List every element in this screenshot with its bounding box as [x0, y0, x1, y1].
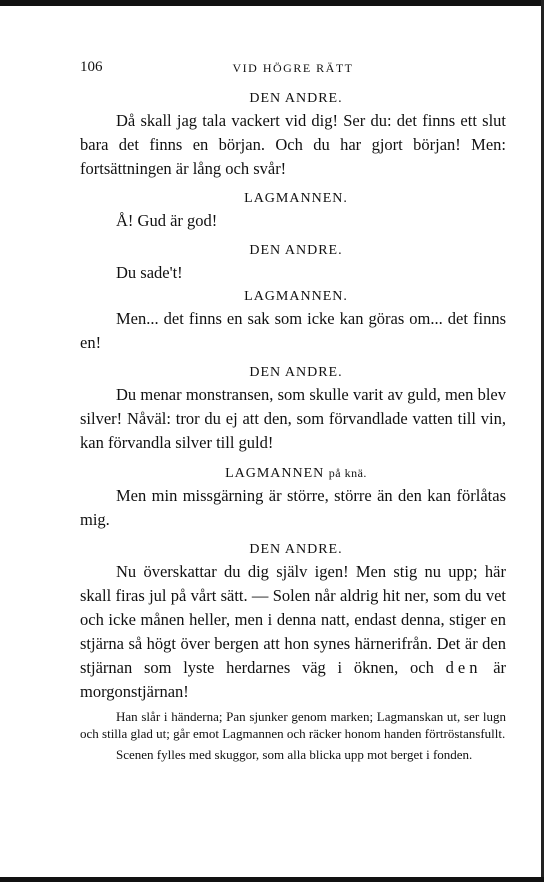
speaker-den-andre: DEN ANDRE.	[249, 365, 343, 380]
speaker-name: LAGMANNEN	[225, 466, 325, 481]
dialogue-paragraph: Du sade't!	[116, 263, 183, 282]
dialogue-paragraph	[80, 560, 506, 704]
scan-edge-top	[0, 0, 544, 6]
dialogue-paragraph: Men... det finns en sak som icke kan göras om... det finns en!	[80, 309, 506, 352]
dialogue-text: Nu överskattar du dig själv igen! Men stig nu upp; här skall firas jul på vårt sätt. — Solen når aldrig hit ner, som du vet och icke månen heller, men i denna natt, endast denna, stiger en stjärna så högt över bergen att hon synes härnerifrån. Det är den stjärnan som lyste herdarnes väg i öknen, och	[80, 562, 506, 677]
stage-direction: Scenen fylles med skuggor, som alla blicka upp mot berget i fonden.	[116, 747, 473, 762]
speaker-den-andre: DEN ANDRE.	[249, 243, 343, 258]
scan-edge-bottom	[0, 877, 544, 882]
speaker-den-andre: DEN ANDRE.	[249, 91, 343, 106]
stage-direction: Han slår i händerna; Pan sjunker genom marken; Lagmanskan ut, ser lugn och stilla glad ut; går emot Lagmannen och räcker honom handen förtröstansfullt.	[80, 709, 506, 741]
page-number: 106	[80, 59, 103, 75]
dialogue-text: är morgonstjärnan!	[80, 658, 507, 701]
dialogue-paragraph: Å! Gud är god!	[116, 211, 218, 230]
page-body	[80, 90, 506, 763]
speaker-lagmannen: LAGMANNEN.	[244, 191, 348, 206]
running-title: VID HÖGRE RÄTT	[232, 61, 354, 75]
dialogue-paragraph: Då skall jag tala vackert vid dig! Ser du: det finns ett slut bara det finns en början. Och du har gjort början! Men: fortsättningen är lång och svår!	[80, 111, 506, 178]
speaker-den-andre: DEN ANDRE.	[249, 542, 343, 557]
speaker-lagmannen: LAGMANNEN.	[244, 289, 348, 304]
dialogue-paragraph: Men min missgärning är större, större än den kan förlåtas mig.	[80, 486, 506, 529]
dialogue-paragraph: Du menar monstransen, som skulle varit av guld, men blev silver! Nåväl: tror du ej att den, som förvandlade vatten till vin, kan förvandla silver till guld!	[80, 385, 506, 452]
page-header	[80, 59, 506, 81]
stage-direction-inline: på knä.	[328, 466, 367, 480]
emphasized-word: den	[445, 658, 482, 677]
speaker-lagmannen-direction	[80, 464, 506, 483]
